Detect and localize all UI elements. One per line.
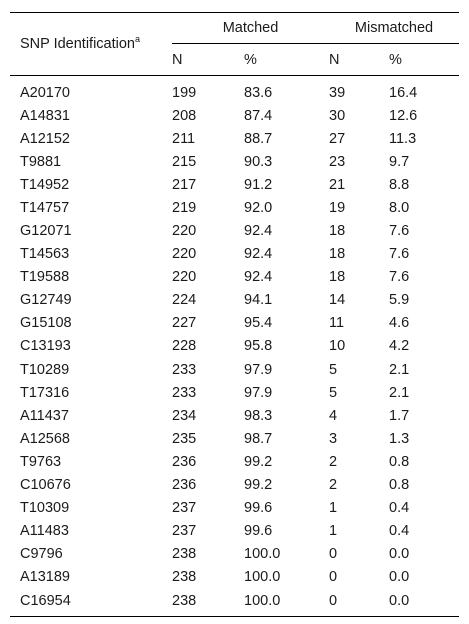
header-matched-pct: % [244, 44, 329, 76]
header-mismatched-n: N [329, 44, 389, 76]
header-mismatched-pct: % [389, 44, 459, 76]
mismatched-pct-cell: 8.8 [389, 176, 410, 193]
mismatched-n-cell: 0 [329, 569, 338, 586]
snp-table [10, 12, 459, 617]
matched-pct-cell: 90.3 [244, 153, 273, 170]
matched-pct-cell: 97.9 [244, 361, 273, 378]
mismatched-pct-cell: 11.3 [389, 130, 417, 147]
matched-n-cell: 237 [172, 523, 197, 540]
mismatched-n-cell: 21 [329, 176, 346, 193]
header-matched: Matched [172, 13, 329, 44]
snp-id-cell: A11437 [20, 407, 69, 424]
snp-id-cell: A12152 [20, 130, 70, 147]
snp-id-cell: G12749 [20, 292, 72, 309]
matched-n-cell: 236 [172, 477, 197, 494]
mismatched-n-cell: 14 [329, 292, 346, 309]
matched-pct-cell: 100.0 [244, 569, 281, 586]
snp-id-cell: C13193 [20, 338, 71, 355]
matched-n-cell: 233 [172, 384, 197, 401]
mismatched-pct-cell: 12.6 [389, 107, 418, 124]
header-mismatched: Mismatched [329, 13, 459, 44]
mismatched-pct-cell: 9.7 [389, 153, 410, 170]
snp-id-cell: T10309 [20, 500, 70, 517]
mismatched-n-cell: 23 [329, 153, 346, 170]
snp-id-cell: A13189 [20, 569, 70, 586]
snp-id-cell: G15108 [20, 315, 72, 332]
matched-pct-cell: 99.6 [244, 523, 273, 540]
matched-pct-cell: 99.2 [244, 477, 273, 494]
matched-pct-cell: 94.1 [244, 292, 273, 309]
mismatched-pct-cell: 16.4 [389, 85, 418, 101]
table-body [10, 76, 459, 617]
matched-n-cell: 220 [172, 269, 197, 286]
mismatched-pct-cell: 4.2 [389, 338, 410, 355]
header-row-groups [10, 13, 459, 44]
snp-id-cell: A20170 [20, 85, 70, 101]
matched-n-cell: 208 [172, 107, 197, 124]
table-row [10, 219, 459, 242]
snp-id-cell: C10676 [20, 477, 71, 494]
mismatched-pct-cell: 2.1 [389, 361, 410, 378]
mismatched-pct-cell: 0.0 [389, 592, 410, 609]
snp-id-cell: A14831 [20, 107, 70, 124]
snp-id-cell: T14952 [20, 176, 70, 193]
table-row [10, 520, 459, 543]
table-row [10, 427, 459, 450]
snp-id-cell: T14757 [20, 199, 70, 216]
mismatched-n-cell: 11 [329, 315, 345, 332]
table-row [10, 358, 459, 381]
table-row [10, 335, 459, 358]
mismatched-n-cell: 0 [329, 546, 338, 563]
mismatched-pct-cell: 0.4 [389, 500, 410, 517]
matched-pct-cell: 87.4 [244, 107, 273, 124]
matched-n-cell: 238 [172, 546, 197, 563]
mismatched-pct-cell: 4.6 [389, 315, 410, 332]
mismatched-pct-cell: 2.1 [389, 384, 410, 401]
matched-n-cell: 224 [172, 292, 197, 309]
table-row [10, 173, 459, 196]
mismatched-n-cell: 1 [329, 523, 338, 540]
matched-pct-cell: 92.4 [244, 223, 273, 240]
matched-pct-cell: 91.2 [244, 176, 273, 193]
snp-id-cell: T10289 [20, 361, 70, 378]
mismatched-pct-cell: 0.0 [389, 569, 410, 586]
matched-n-cell: 233 [172, 361, 197, 378]
header-snp-identification [10, 13, 172, 76]
matched-pct-cell: 92.4 [244, 246, 273, 263]
matched-n-cell: 237 [172, 500, 197, 517]
mismatched-pct-cell: 1.7 [389, 407, 410, 424]
matched-pct-cell: 97.9 [244, 384, 273, 401]
mismatched-n-cell: 18 [329, 246, 346, 263]
table-row [10, 243, 459, 266]
matched-n-cell: 217 [172, 176, 197, 193]
mismatched-pct-cell: 7.6 [389, 223, 410, 240]
matched-n-cell: 215 [172, 153, 197, 170]
mismatched-n-cell: 5 [329, 384, 338, 401]
table-row [10, 543, 459, 566]
table-row [10, 289, 459, 312]
snp-id-cell: T17316 [20, 384, 70, 401]
matched-n-cell: 219 [172, 199, 197, 216]
matched-n-cell: 227 [172, 315, 197, 332]
matched-n-cell: 238 [172, 592, 197, 609]
matched-pct-cell: 95.8 [244, 338, 273, 355]
table-row [10, 76, 459, 105]
mismatched-n-cell: 3 [329, 430, 338, 447]
table-row [10, 381, 459, 404]
matched-n-cell: 199 [172, 85, 197, 101]
matched-n-cell: 211 [172, 130, 196, 147]
mismatched-pct-cell: 7.6 [389, 269, 410, 286]
snp-id-cell: C16954 [20, 592, 71, 609]
mismatched-n-cell: 5 [329, 361, 338, 378]
mismatched-n-cell: 0 [329, 592, 338, 609]
snp-id-cell: T9881 [20, 153, 62, 170]
matched-pct-cell: 100.0 [244, 546, 281, 563]
mismatched-pct-cell: 1.3 [389, 430, 410, 447]
snp-id-cell: T9763 [20, 453, 62, 470]
mismatched-n-cell: 30 [329, 107, 346, 124]
table-row [10, 450, 459, 473]
matched-n-cell: 220 [172, 223, 197, 240]
mismatched-pct-cell: 0.8 [389, 453, 410, 470]
mismatched-n-cell: 18 [329, 223, 346, 240]
snp-id-cell: T14563 [20, 246, 70, 263]
table-row [10, 566, 459, 589]
mismatched-n-cell: 18 [329, 269, 346, 286]
mismatched-pct-cell: 8.0 [389, 199, 410, 216]
table-row [10, 474, 459, 497]
matched-n-cell: 234 [172, 407, 197, 424]
table-row [10, 150, 459, 173]
matched-pct-cell: 98.7 [244, 430, 273, 447]
table-row [10, 497, 459, 520]
mismatched-n-cell: 2 [329, 477, 338, 494]
matched-pct-cell: 83.6 [244, 85, 273, 101]
matched-n-cell: 236 [172, 453, 197, 470]
matched-n-cell: 220 [172, 246, 197, 263]
header-matched-n: N [172, 44, 244, 76]
snp-id-cell: G12071 [20, 223, 72, 240]
matched-pct-cell: 92.4 [244, 269, 273, 286]
snp-id-cell: A12568 [20, 430, 70, 447]
matched-n-cell: 228 [172, 338, 197, 355]
table-header [10, 13, 459, 76]
table-row [10, 127, 459, 150]
table-row [10, 589, 459, 617]
matched-pct-cell: 100.0 [244, 592, 281, 609]
mismatched-n-cell: 10 [329, 338, 346, 355]
mismatched-pct-cell: 0.8 [389, 477, 410, 494]
snp-id-cell: A11483 [20, 523, 69, 540]
matched-n-cell: 238 [172, 569, 197, 586]
mismatched-n-cell: 2 [329, 453, 338, 470]
snp-id-cell: T19588 [20, 269, 70, 286]
matched-pct-cell: 98.3 [244, 407, 273, 424]
table-row [10, 196, 459, 219]
header-snp-footnote-marker: a [135, 34, 141, 45]
matched-pct-cell: 88.7 [244, 130, 273, 147]
mismatched-pct-cell: 0.0 [389, 546, 410, 563]
mismatched-n-cell: 39 [329, 85, 346, 101]
header-snp-label: SNP Identification [20, 36, 135, 52]
matched-n-cell: 235 [172, 430, 197, 447]
matched-pct-cell: 92.0 [244, 199, 273, 216]
mismatched-n-cell: 1 [329, 500, 338, 517]
matched-pct-cell: 99.6 [244, 500, 273, 517]
table-row [10, 312, 459, 335]
mismatched-n-cell: 4 [329, 407, 338, 424]
mismatched-n-cell: 27 [329, 130, 346, 147]
matched-pct-cell: 99.2 [244, 453, 273, 470]
matched-pct-cell: 95.4 [244, 315, 273, 332]
table-row [10, 104, 459, 127]
table-row [10, 404, 459, 427]
table-row [10, 266, 459, 289]
mismatched-pct-cell: 5.9 [389, 292, 410, 309]
snp-id-cell: C9796 [20, 546, 63, 563]
mismatched-pct-cell: 7.6 [389, 246, 410, 263]
mismatched-n-cell: 19 [329, 199, 346, 216]
mismatched-pct-cell: 0.4 [389, 523, 410, 540]
